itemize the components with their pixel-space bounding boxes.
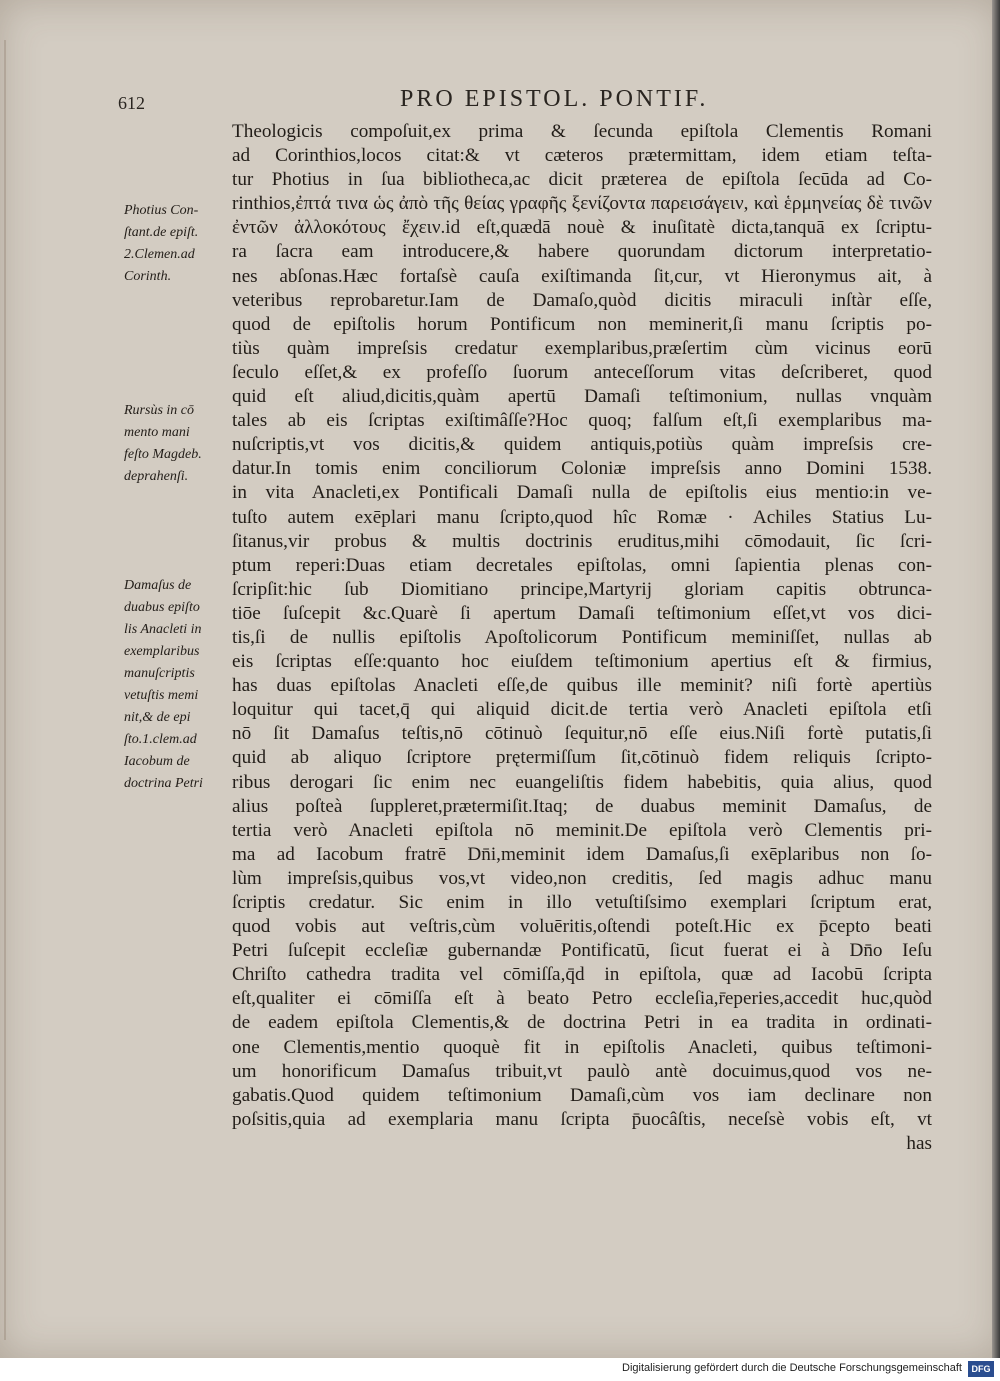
text-line: ſcriptis credatur. Sic enim in illo vetuſtiſsimo exemplari ſcriptum erat, <box>232 892 932 913</box>
marginal-line: Iacobum de <box>124 754 190 769</box>
text-line: um honorificum Damaſus tribuit,vt paulò antè docuimus,quod vos ne- <box>232 1060 932 1082</box>
text-line: ribus derogari ſic enim nec euangeliſtis fidem habebitis, quia alius, quod <box>232 771 932 793</box>
marginal-note-damasus <box>124 575 230 795</box>
marginal-line: vetuſtis memi <box>124 688 199 703</box>
text-line: ma ad Iacobum fratrē Dn̄i,meminit idem Damaſus,ſi exēplaribus non ſo- <box>232 843 932 865</box>
marginal-line: exemplaribus <box>124 644 200 659</box>
text-line: ſcripſit:hic ſub Diomitiano principe,Martyrij gloriam capitis obtrunca- <box>232 578 932 600</box>
text-line: Theologicis compoſuit,ex prima & ſecunda epiſtola Clementis Romani <box>232 121 932 142</box>
marginal-line: 2.Clemen.ad <box>124 247 195 262</box>
dfg-logo: DFG <box>968 1361 994 1377</box>
text-line: nes abſonas.Hæc fortaſsè cauſa exiſtimanda ſit,cur, vt Hieronymus ait, à <box>232 265 932 287</box>
text-line: tiōe ſuſcepit &c.Quarè ſi apertum Damaſi teſtimonium eſſet,vt vos dici- <box>232 602 932 624</box>
marginal-line: Corinth. <box>124 269 172 284</box>
marginal-line: manuſcriptis <box>124 666 195 681</box>
text-line: quod vobis aut veſtris,cùm voluēritis,oſtendi poteſt.Hic ex p̄cepto beati <box>232 916 932 938</box>
text-line: Petri ſuſcepit eccleſiæ gubernandæ Pontificatū, ſicut fuerat ei à Dn̄o Ieſu <box>232 940 932 962</box>
text-line: tiùs quàm impreſsis credatur exemplaribus,præſertim cùm vicinus eorū <box>232 337 932 359</box>
text-line: poſsitis,quia ad exemplaria manu ſcripta p̄uocâſtis, neceſsè vobis eſt, vt <box>232 1108 932 1130</box>
text-line: alius poſteà ſuppleret,prætermiſit.Itaq; de duabus meminit Damaſus, de <box>232 795 932 817</box>
text-line: tuſto autem exēplari manu ſcripto,quod hîc Romæ · Achiles Statius Lu- <box>232 506 932 528</box>
text-line: rinthios,ἐπτά τινα ὡς ἀπὸ τῆς θείας γραφῆς ξενίζοντα παρεισάγειν, καὶ ἑρμηνείας δὲ τινῶν <box>232 193 932 215</box>
marginal-note-photius <box>124 200 230 288</box>
text-line: has <box>906 1132 932 1154</box>
text-line: ad Corinthios,locos citat:& vt cæteros prætermittam, idem etiam teſta- <box>232 145 932 167</box>
page-shadow-edge <box>4 40 6 1340</box>
text-line: nuſcriptis,vt vos dicitis,& quidem antiquis,potiùs quàm impreſsis cre- <box>232 434 932 456</box>
text-line: ſitanus,vir probus & multis doctrinis eruditus,mihi cōmodauit, ſic ſcri- <box>232 530 932 552</box>
text-line: datur.In tomis enim conciliorum Coloniæ impreſsis anno Domini 1538. <box>232 458 932 480</box>
funding-note: Digitalisierung gefördert durch die Deutsche Forschungsgemeinschaft <box>622 1362 962 1374</box>
footer-bar <box>0 1358 1000 1381</box>
marginal-line: Rursùs in cō <box>124 403 194 418</box>
main-text-block <box>232 120 932 1156</box>
marginal-line: ſto.1.clem.ad <box>124 732 197 747</box>
marginal-line: Damaſus de <box>124 578 192 593</box>
marginal-line: mento mani <box>124 425 190 440</box>
marginal-line: doctrina Petri <box>124 776 203 791</box>
text-line: ἐντῶν ἀλλοκότους ἔχειν.id eſt,quædā nouè & inuſitatè dicta,tanquā ex ſcriptu- <box>232 217 932 239</box>
running-head: PRO EPISTOL. PONTIF. <box>400 86 709 112</box>
text-line: quid ab aliquo ſcriptore prętermiſſum ſit,cōtinuò fidem reliquis ſcripto- <box>232 747 932 769</box>
text-line: quod de epiſtolis horum Pontificum non meminerit,ſi manu ſcriptis po- <box>232 313 932 335</box>
text-line: eſt,qualiter ei cōmiſſa eſt à beato Petro eccleſia,r̄eperies,accedit huc,quòd <box>232 988 932 1010</box>
text-line: one Clementis,mentio quoquè fit in epiſtolis Anacleti, quibus teſtimoni- <box>232 1036 932 1058</box>
text-line: de eadem epiſtola Clementis,& de doctrina Petri in ea tradita in ordinati- <box>232 1012 932 1034</box>
marginal-line: feſto Magdeb. <box>124 447 202 462</box>
text-line: quid eſt aliud,dicitis,quàm apertū Damaſi teſtimonium, nullas vnquàm <box>232 386 932 408</box>
text-line: in vita Anacleti,ex Pontificali Damaſi nulla de epiſtolis eius mentio:in ve- <box>232 482 932 504</box>
text-line: nō ſit Damaſus teſtis,nō cōtinuò ſequitur,nō eſſe eius.Niſi fortè putatis,ſi <box>232 723 932 745</box>
marginal-line: deprahenſi. <box>124 469 189 484</box>
marginal-line: ſtant.de epiſt. <box>124 225 199 240</box>
marginal-note-rursus <box>124 400 230 488</box>
text-line: Chriſto cathedra tradita vel cōmiſſa,q̄d in epiſtola, quæ ad Iacobū ſcripta <box>232 964 932 986</box>
marginal-line: Photius Con- <box>124 203 199 218</box>
text-line: gabatis.Quod quidem teſtimonium Damaſi,cùm vos iam declinare non <box>232 1084 932 1106</box>
page-number: 612 <box>118 93 145 113</box>
marginal-line: lis Anacleti in <box>124 622 202 637</box>
text-line: eis ſcriptas eſſe:quanto hoc eiuſdem teſtimonium apertius eſt & firmius, <box>232 651 932 673</box>
text-line: loquitur qui tacet,q̄ qui aliquid dicit.de tertia verò Anacleti epiſtola etſi <box>232 699 932 721</box>
page-edge <box>992 0 1000 1358</box>
marginal-line: nit,& de epi <box>124 710 191 725</box>
text-line: lùm impreſsis,quibus vos,vt video,non creditis, ſed magis adhuc manu <box>232 867 932 889</box>
marginal-line: duabus epiſto <box>124 600 200 615</box>
text-line: ptum reperi:Duas etiam decretales epiſtolas, omni ſapientia plenas con- <box>232 554 932 576</box>
text-line: tertia verò Anacleti epiſtola nō meminit.De epiſtola verò Clementis pri- <box>232 819 932 841</box>
text-line: tur Photius in ſua bibliotheca,ac dicit præterea de epiſtola ſecūda ad Co- <box>232 169 932 191</box>
text-line: ſeculo eſſet,& ex profeſſo ſuorum anteceſſorum vitas deſcriberet, quod <box>232 361 932 383</box>
text-line: has duas epiſtolas Anacleti eſſe,de quibus ille meminit? niſi fortè apertiùs <box>232 675 932 697</box>
text-line: veteribus reprobaretur.Iam de Damaſo,quòd dicitis miraculi inſtàr eſſe, <box>232 289 932 311</box>
text-line: tales ab eis ſcriptas exiſtimâſſe?Hoc quoq; falſum eſt,ſi exemplaribus ma- <box>232 410 932 432</box>
text-line: ra ſacra eam introducere,& habere quorundam dictorum interpretatio- <box>232 241 932 263</box>
text-line: tis,ſi de nullis epiſtolis Apoſtolicorum Pontificum meminiſſet, nullas ab <box>232 626 932 648</box>
